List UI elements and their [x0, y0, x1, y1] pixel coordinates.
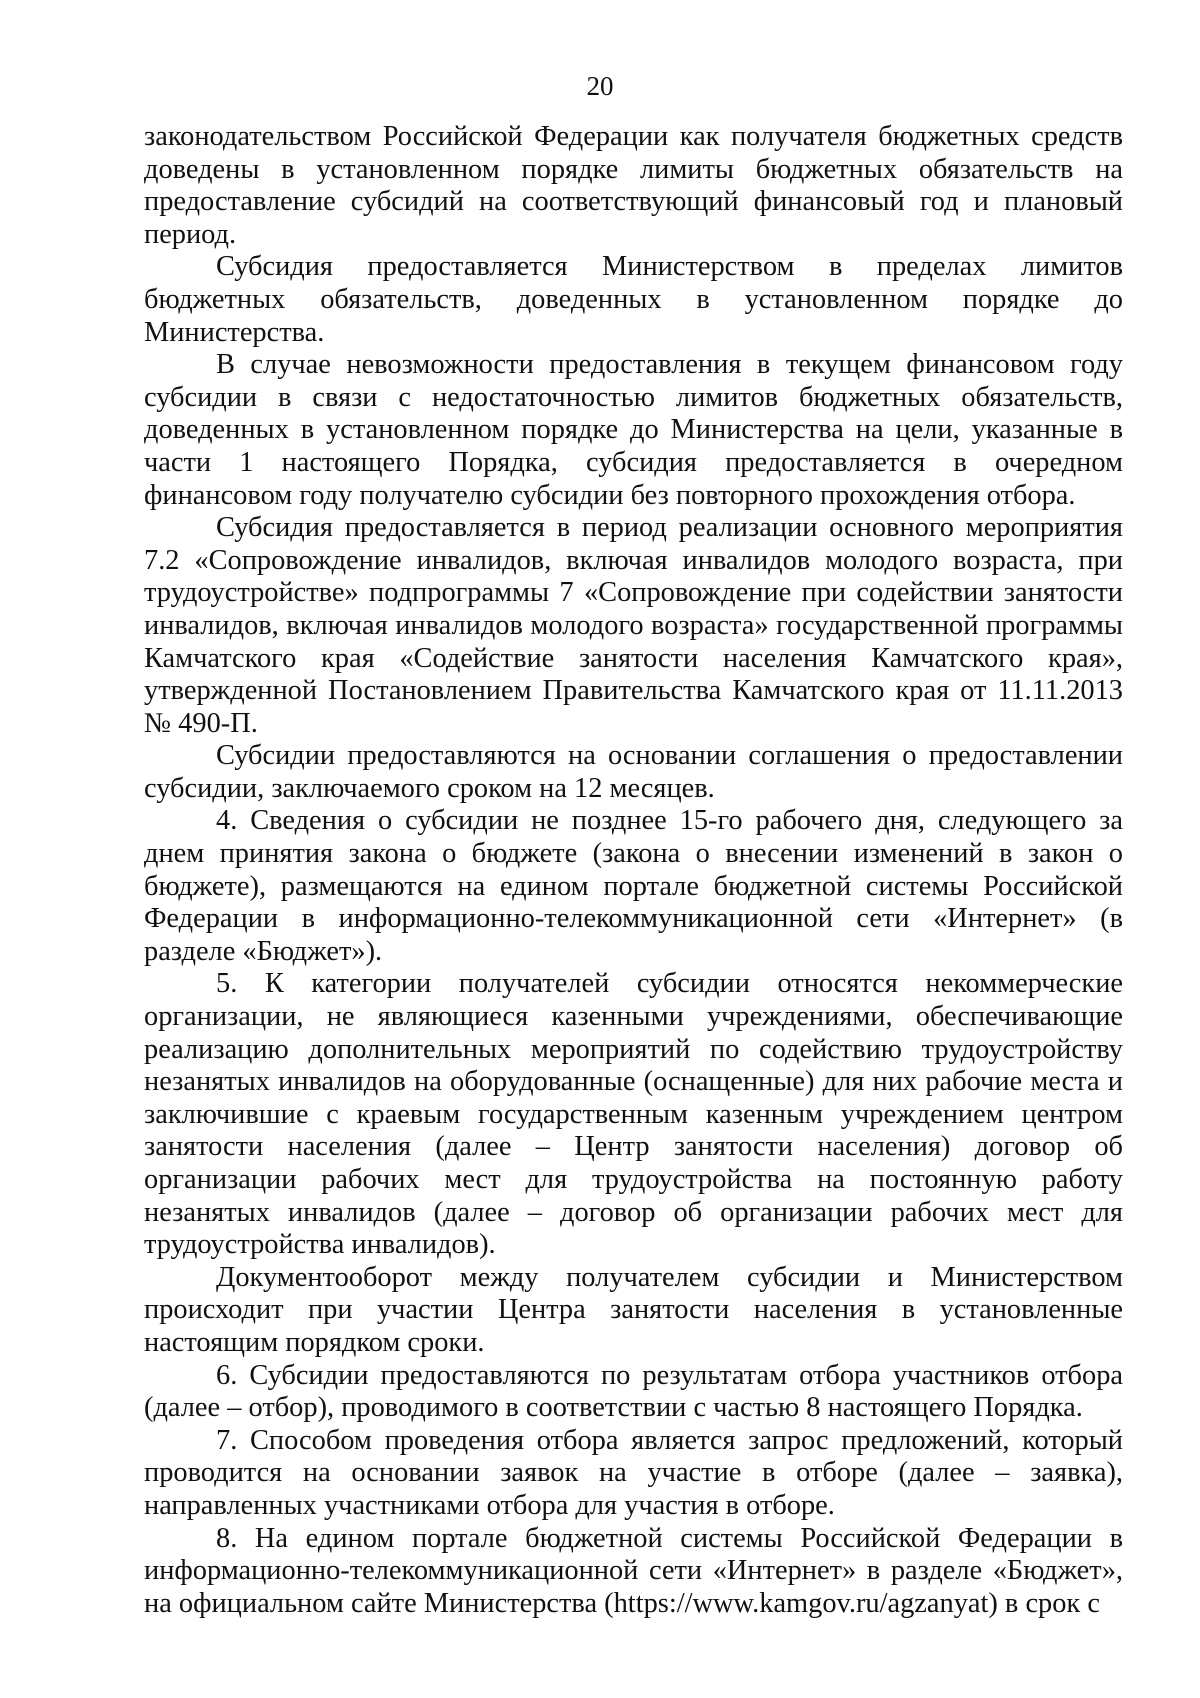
paragraph-continuation: законодательством Российской Федерации как получателя бюджетных средств доведены в установленном порядке лимиты бюджетных обязательств на предоставление субсидий на соответствующий финансовый год и плановый период. — [144, 121, 1123, 250]
paragraph-item-7: 7. Способом проведения отбора является запрос предложений, который проводится на основании заявок на участие в отборе (далее – заявка), направленных участниками отбора для участия в отборе. — [144, 1424, 1123, 1521]
paragraph-document-flow: Документооборот между получателем субсидии и Министерством происходит при участии Центра занятости населения в установленные настоящим порядком сроки. — [144, 1261, 1123, 1358]
paragraph-item-8: 8. На едином портале бюджетной системы Российской Федерации в информационно-телекоммуникационной сети «Интернет» в разделе «Бюджет», на официальном сайте Министерства (https://www.kamgov.ru/agzanyat) в срок с — [144, 1522, 1123, 1619]
page-number: 20 — [586, 71, 614, 101]
paragraph-program-period: Субсидия предоставляется в период реализации основного мероприятия 7.2 «Сопровождение инвалидов, включая инвалидов молодого возраста, при трудоустройстве» подпрограммы 7 «Сопровождение при содействии занятости инвалидов, включая инвалидов молодого возраста» государственной программы Камчатского края «Содействие занятости населения Камчатского края», утвержденной Постановлением Правительства Камчатского края от 11.11.2013 № 490-П. — [144, 512, 1123, 739]
paragraph-subsidy-limits: Субсидия предоставляется Министерством в пределах лимитов бюджетных обязательств, доведенных в установленном порядке до Министерства. — [144, 251, 1123, 348]
paragraph-agreement-term: Субсидии предоставляются на основании соглашения о предоставлении субсидии, заключаемого сроком на 12 месяцев. — [144, 740, 1123, 804]
paragraph-item-5: 5. К категории получателей субсидии относятся некоммерческие организации, не являющиеся казенными учреждениями, обеспечивающие реализацию дополнительных мероприятий по содействию трудоустройству незанятых инвалидов на оборудованные (оснащенные) для них рабочие места и заключившие с краевым государственным казенным учреждением центром занятости населения (далее – Центр занятости населения) договор об организации рабочих мест для трудоустройства на постоянную работу незанятых инвалидов (далее – договор об организации рабочих мест для трудоустройства инвалидов). — [144, 968, 1123, 1261]
document-body — [144, 121, 1123, 1620]
paragraph-next-year-provision: В случае невозможности предоставления в текущем финансовом году субсидии в связи с недостаточностью лимитов бюджетных обязательств, доведенных в установленном порядке до Министерства на цели, указанные в части 1 настоящего Порядка, субсидия предоставляется в очередном финансовом году получателю субсидии без повторного прохождения отбора. — [144, 349, 1123, 511]
paragraph-item-6: 6. Субсидии предоставляются по результатам отбора участников отбора (далее – отбор), проводимого в соответствии с частью 8 настоящего Порядка. — [144, 1359, 1123, 1424]
paragraph-item-4: 4. Сведения о субсидии не позднее 15-го рабочего дня, следующего за днем принятия закона о бюджете (закона о внесении изменений в закон о бюджете), размещаются на едином портале бюджетной системы Российской Федерации в информационно-телекоммуникационной сети «Интернет» (в разделе «Бюджет»). — [144, 805, 1123, 967]
